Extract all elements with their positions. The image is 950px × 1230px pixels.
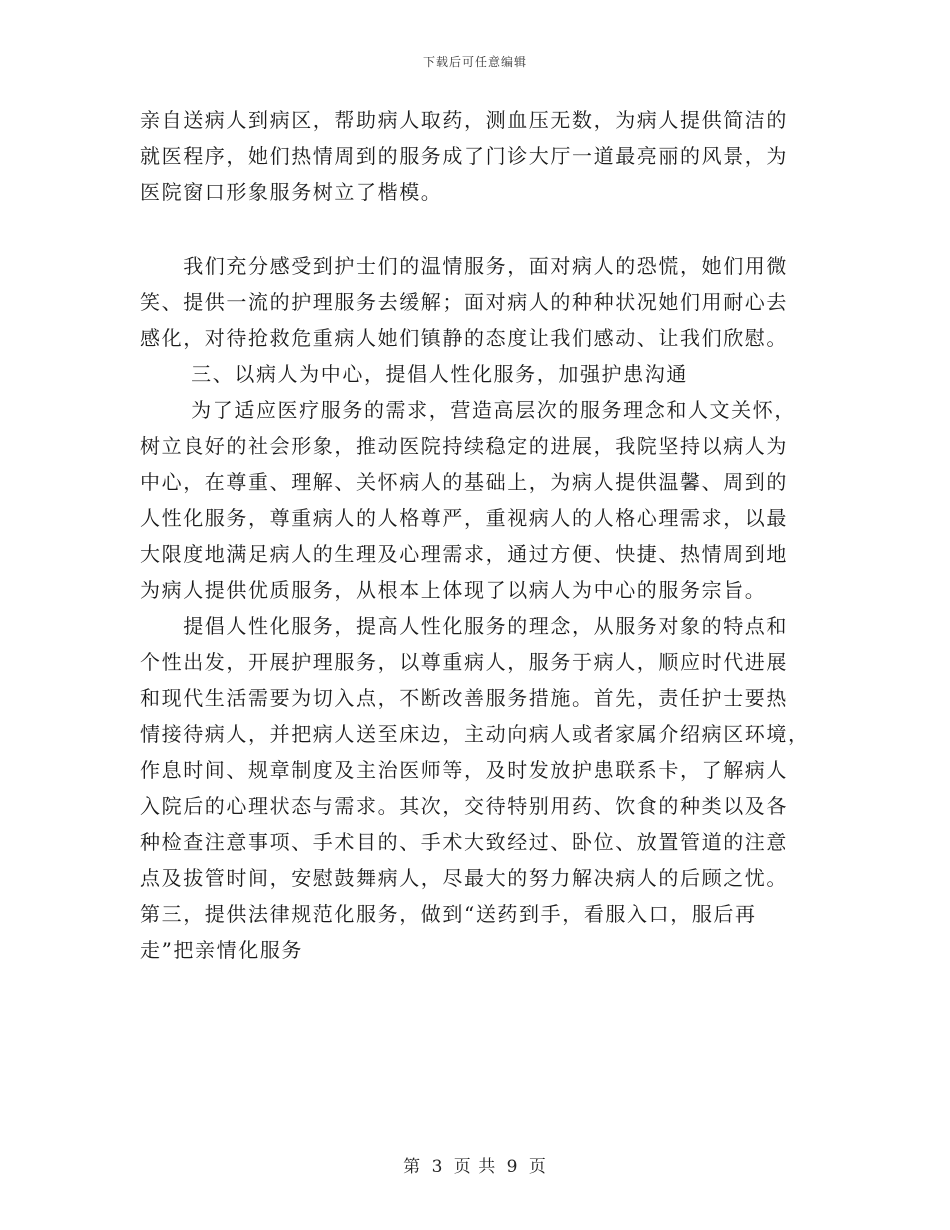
section-heading: 三、以病人为中心，提倡人性化服务，加强护患沟通	[140, 362, 688, 386]
text-line: 个性出发，开展护理服务，以尊重病人，服务于病人，顺应时代进展	[140, 650, 788, 674]
page-number-suffix: 页	[528, 1157, 547, 1177]
text-line: 为了适应医疗服务的需求，营造高层次的服务理念和人文关怀，	[140, 398, 796, 422]
text-line: 走”把亲情化服务	[140, 938, 304, 962]
total-page-count: 9	[506, 1157, 519, 1177]
paragraph-2	[140, 252, 830, 360]
text-line: 为病人提供优质服务，从根本上体现了以病人为中心的服务宗旨。	[140, 578, 767, 602]
current-page-number: 3	[431, 1157, 444, 1177]
text-line: 就医程序，她们热情周到的服务成了门诊大厅一道最亮丽的风景，为	[140, 144, 788, 168]
page-header: 下载后可任意编辑	[422, 55, 527, 69]
paragraph-3	[140, 396, 830, 612]
text-line: 情接待病人，并把病人送至床边，主动向病人或者家属介绍病区环境，	[140, 722, 810, 746]
text-line: 中心，在尊重、理解、关怀病人的基础上，为病人提供温馨、周到的	[140, 470, 788, 494]
paragraph-gap	[140, 214, 830, 252]
text-line: 第三，提供法律规范化服务，做到“送药到手，看服入口，服后再	[140, 902, 757, 926]
text-line: 种检查注意事项、手术目的、手术大致经过、卧位、放置管道的注意	[140, 830, 788, 854]
text-line: 提倡人性化服务，提高人性化服务的理念，从服务对象的特点和	[140, 614, 788, 638]
text-line: 我们充分感受到护士们的温情服务，面对病人的恐慌，她们用微	[140, 254, 788, 278]
text-line: 医院窗口形象服务树立了楷模。	[140, 180, 443, 204]
text-line: 和现代生活需要为切入点，不断改善服务措施。首先，责任护士要热	[140, 686, 788, 710]
text-line: 点及拔管时间，安慰鼓舞病人，尽最大的努力解决病人的后顾之忧。	[140, 866, 788, 890]
text-line: 树立良好的社会形象，推动医院持续稳定的进展，我院坚持以病人为	[140, 434, 788, 458]
text-line: 人性化服务，尊重病人的人格尊严，重视病人的人格心理需求，以最	[140, 506, 788, 530]
text-line: 笑、提供一流的护理服务去缓解；面对病人的种种状况她们用耐心去	[140, 290, 788, 314]
text-line: 大限度地满足病人的生理及心理需求，通过方便、快捷、热情周到地	[140, 542, 788, 566]
text-line: 入院后的心理状态与需求。其次，交待特别用药、饮食的种类以及各	[140, 794, 788, 818]
paragraph-4	[140, 612, 830, 972]
text-line: 感化，对待抢救危重病人她们镇静的态度让我们感动、让我们欣慰。	[140, 326, 788, 350]
page-number-prefix: 第	[403, 1157, 422, 1177]
page-footer	[0, 1152, 950, 1177]
text-line: 作息时间、规章制度及主治医师等，及时发放护患联系卡，了解病人	[140, 758, 788, 782]
text-line: 亲自送病人到病区，帮助病人取药，测血压无数，为病人提供简洁的	[140, 108, 788, 132]
paragraph-1	[140, 106, 830, 214]
document-body	[140, 106, 830, 972]
page-number-middle: 页 共	[453, 1157, 497, 1177]
